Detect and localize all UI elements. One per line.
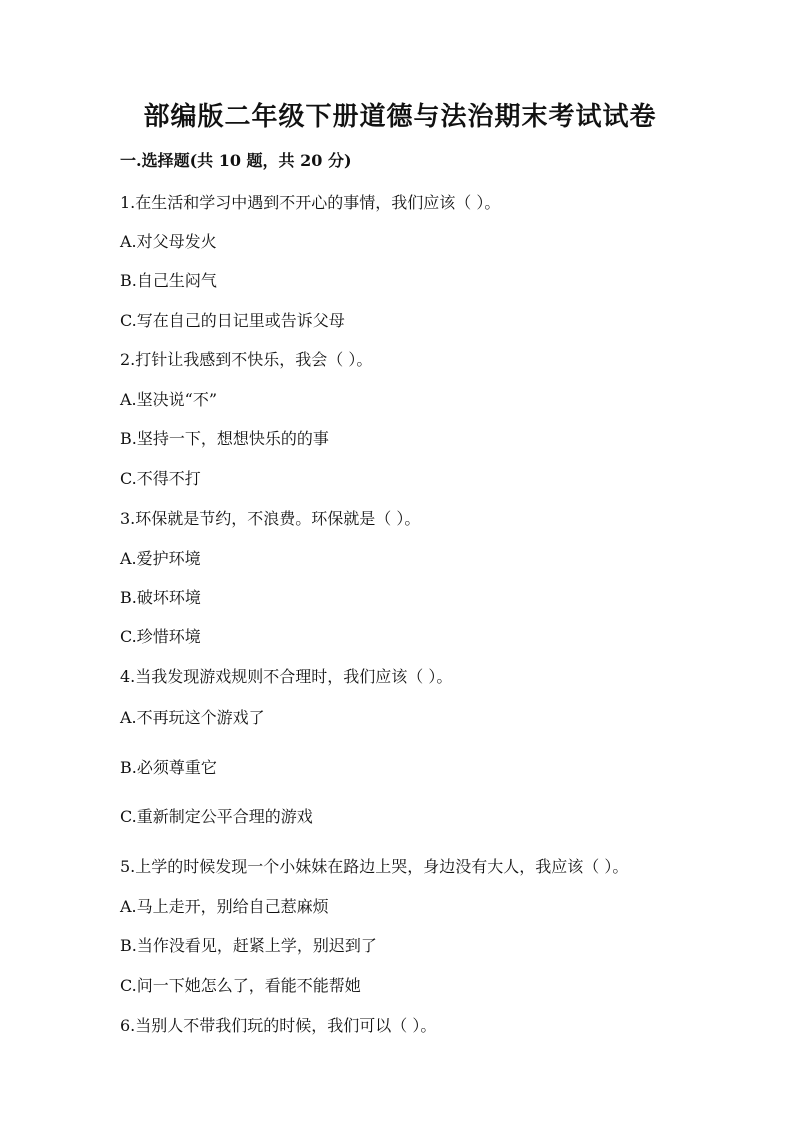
question-2-option-c: C.不得不打 bbox=[120, 469, 201, 488]
question-4-option-c: C.重新制定公平合理的游戏 bbox=[120, 807, 313, 826]
question-4-option-b: B.必须尊重它 bbox=[120, 758, 217, 777]
question-3-option-a: A.爱护环境 bbox=[120, 549, 201, 568]
question-1-stem: 1.在生活和学习中遇到不开心的事情，我们应该（ ）。 bbox=[120, 193, 501, 212]
question-2-option-a: A.坚决说“不” bbox=[120, 390, 218, 409]
question-5-option-c: C.问一下她怎么了，看能不能帮她 bbox=[120, 976, 361, 995]
question-1-option-c: C.写在自己的日记里或告诉父母 bbox=[120, 311, 345, 330]
section-heading: 一.选择题(共 10 题，共 20 分) bbox=[120, 151, 352, 170]
question-5-option-a: A.马上走开，别给自己惹麻烦 bbox=[120, 897, 329, 916]
question-5-stem: 5.上学的时候发现一个小妹妹在路边上哭，身边没有大人，我应该（ ）。 bbox=[120, 857, 629, 876]
question-4-option-a: A.不再玩这个游戏了 bbox=[120, 708, 265, 727]
question-1-option-a: A.对父母发火 bbox=[120, 232, 217, 251]
question-4-stem: 4.当我发现游戏规则不合理时，我们应该（ ）。 bbox=[120, 667, 453, 686]
question-3-option-b: B.破坏环境 bbox=[120, 588, 201, 607]
exam-title: 部编版二年级下册道德与法治期末考试试卷 bbox=[143, 102, 657, 132]
question-6-stem: 6.当别人不带我们玩的时候，我们可以（ ）。 bbox=[120, 1016, 437, 1035]
question-1-option-b: B.自己生闷气 bbox=[120, 271, 217, 290]
question-5-option-b: B.当作没看见，赶紧上学，别迟到了 bbox=[120, 936, 377, 955]
question-3-option-c: C.珍惜环境 bbox=[120, 627, 201, 646]
question-3-stem: 3.环保就是节约，不浪费。环保就是（ ）。 bbox=[120, 509, 421, 528]
question-2-option-b: B.坚持一下，想想快乐的的事 bbox=[120, 429, 329, 448]
question-2-stem: 2.打针让我感到不快乐，我会（ ）。 bbox=[120, 350, 373, 369]
